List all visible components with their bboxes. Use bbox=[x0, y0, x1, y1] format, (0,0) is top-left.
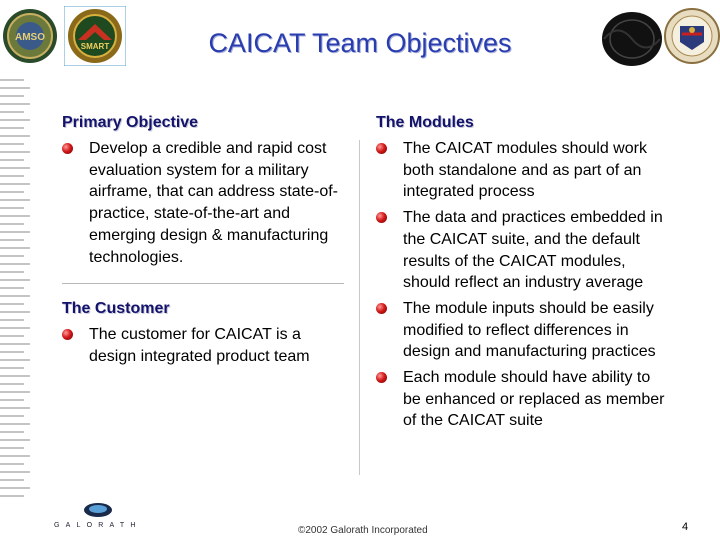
modules-heading: The Modules bbox=[376, 114, 474, 131]
black-seal-logo bbox=[600, 10, 664, 68]
amso-logo bbox=[2, 8, 58, 64]
smart-logo bbox=[64, 6, 126, 66]
bullet-icon bbox=[376, 212, 387, 223]
list-item: The module inputs should be easily modified to reflect differences in design and manufacturing practices bbox=[376, 298, 666, 363]
list-item: The CAICAT modules should work both standalone and as part of an integrated process bbox=[376, 138, 666, 203]
bullet-icon bbox=[62, 329, 73, 340]
primary-objective-heading: Primary Objective bbox=[62, 114, 199, 131]
section-divider bbox=[62, 283, 344, 284]
modules-list bbox=[376, 138, 666, 436]
customer-list bbox=[62, 324, 347, 371]
bullet-icon bbox=[62, 143, 73, 154]
bullet-icon bbox=[376, 143, 387, 154]
page-number: 4 bbox=[682, 521, 689, 533]
customer-heading: The Customer bbox=[62, 300, 170, 317]
list-item: Develop a credible and rapid cost evaluation system for a military airframe, that can address state-of-practice, state-of-the-art and emerging design & manufacturing technologies. bbox=[62, 138, 347, 268]
column-divider bbox=[359, 140, 360, 475]
slide-title: CAICAT Team Objectives bbox=[208, 28, 512, 58]
left-ruler-decoration bbox=[0, 78, 40, 498]
bullet-icon bbox=[376, 372, 387, 383]
list-item: Each module should have ability to be enhanced or replaced as member of the CAICAT suite bbox=[376, 367, 666, 432]
list-item: The data and practices embedded in the CAICAT suite, and the default results of the CAICAT modules, should reflect an industry average bbox=[376, 207, 666, 294]
army-seal-logo bbox=[664, 4, 720, 68]
copyright-text: ©2002 Galorath Incorporated bbox=[298, 525, 428, 536]
bullet-icon bbox=[376, 303, 387, 314]
primary-objective-list bbox=[62, 138, 347, 272]
amso-logo-text: AMSO bbox=[15, 32, 45, 43]
smart-logo-text: SMART bbox=[80, 42, 110, 51]
list-item: The customer for CAICAT is a design integrated product team bbox=[62, 324, 347, 367]
galorath-brand-text: GALORATH bbox=[54, 522, 142, 529]
